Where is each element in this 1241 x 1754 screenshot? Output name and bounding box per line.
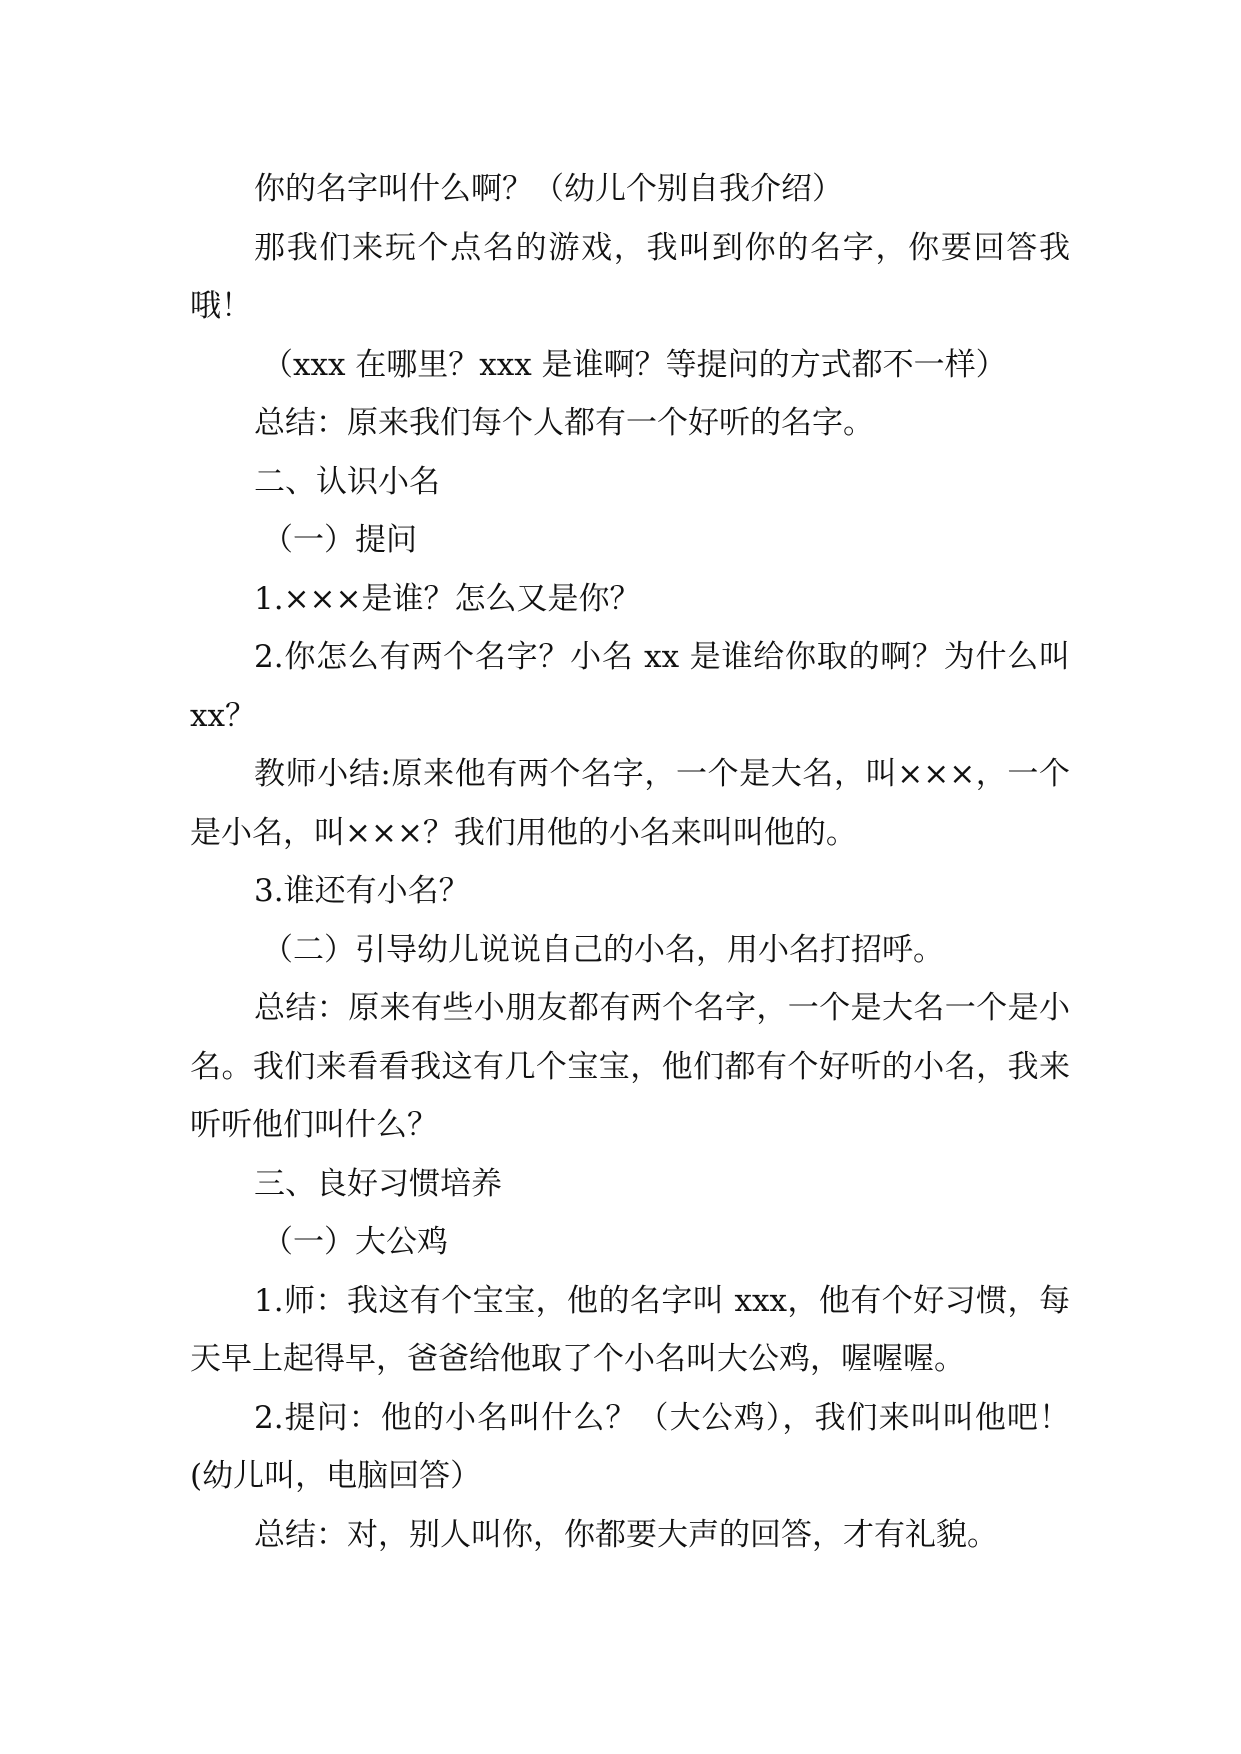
subsection-heading-rooster: （一）大公鸡 <box>262 1224 448 1260</box>
paragraph-summary-names: 总结：原来我们每个人都有一个好听的名字。 <box>254 405 874 441</box>
paragraph-summary-two-names: 总结：原来有些小朋友都有两个名字，一个是大名一个是小名。我们来看看我这有几个宝宝，他们都有个好听的小名，我来听听他们叫什么？ <box>190 990 1070 1143</box>
paragraph-questioning-note: （xxx 在哪里？xxx 是谁啊？等提问的方式都不一样） <box>262 346 1007 383</box>
list-item-1: 1.×××是谁？怎么又是你？ <box>254 580 641 617</box>
paragraph-roll-call-game: 那我们来玩个点名的游戏，我叫到你的名字，你要回答我哦！ <box>190 229 1070 324</box>
paragraph-intro-question: 你的名字叫什么啊？（幼儿个别自我介绍） <box>254 171 843 207</box>
document-body <box>190 160 1070 1564</box>
list-item-2: 2.你怎么有两个名字？小名 xx 是谁给你取的啊？为什么叫 xx？ <box>190 639 1070 734</box>
list-item-question-rooster: 2.提问：他的小名叫什么？（大公鸡），我们来叫叫他吧！(幼儿叫，电脑回答） <box>190 1399 1070 1494</box>
section-heading-nicknames: 二、认识小名 <box>254 463 440 500</box>
paragraph-summary-politeness: 总结：对，别人叫你，你都要大声的回答，才有礼貌。 <box>254 1516 998 1553</box>
list-item-3: 3.谁还有小名？ <box>254 873 470 909</box>
section-heading-habits: 三、良好习惯培养 <box>254 1165 502 1202</box>
list-item-teacher-rooster: 1.师：我这有个宝宝，他的名字叫 xxx，他有个好习惯，每天早上起得早，爸爸给他取了个小名叫大公鸡，喔喔喔。 <box>190 1282 1070 1377</box>
subsection-heading-questions: （一）提问 <box>262 522 417 558</box>
paragraph-teacher-summary: 教师小结:原来他有两个名字，一个是大名，叫×××，一个是小名，叫×××？我们用他的小名来叫叫他的。 <box>190 756 1070 851</box>
subsection-heading-guide: （二）引导幼儿说说自己的小名，用小名打招呼。 <box>262 931 944 968</box>
